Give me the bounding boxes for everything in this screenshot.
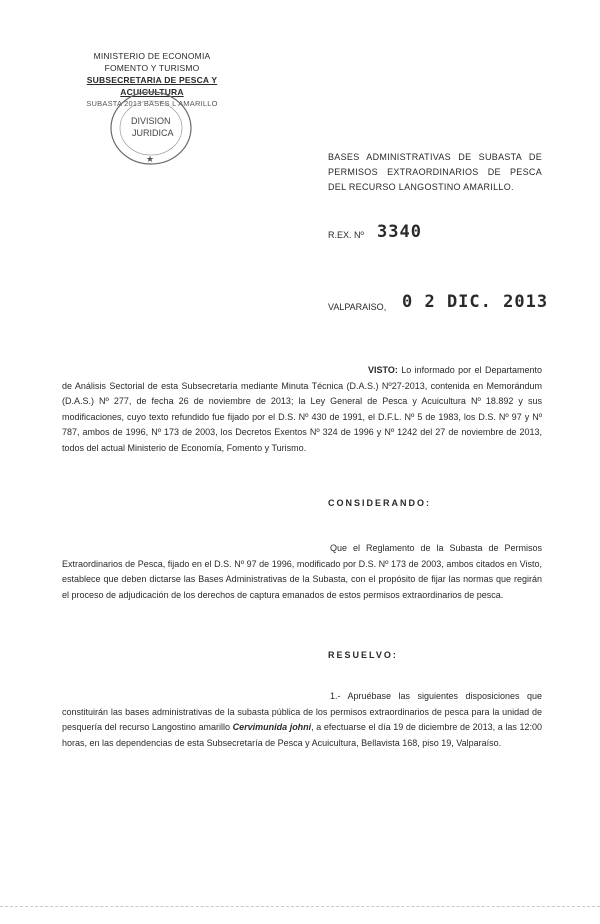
ministry-name: MINISTERIO DE ECONOMIA bbox=[93, 51, 211, 61]
resuelvo-text-b: , a efectuarse el día 19 de diciembre de 2013, a las 12:00 horas, en las dependencias de esta Subsecretaría de Pesca y Acuicultura, Bellavista 168, piso 19, Valparaíso. bbox=[62, 722, 542, 748]
stamp-line-1: DIVISION bbox=[131, 116, 171, 126]
division-juridica-stamp bbox=[106, 88, 196, 168]
considerando-heading: CONSIDERANDO: bbox=[328, 498, 432, 508]
visto-label: VISTO: bbox=[368, 365, 398, 375]
svg-text:★: ★ bbox=[146, 155, 155, 165]
visto-text: Lo informado por el Departamento de Análisis Sectorial de esta Subsecretaría mediante Minuta Técnica (D.A.S.) Nº27-2013, contenida en Memorándum (D.A.S.) Nº 277, de fecha 26 de noviembre de 2013; la Ley General de Pesca y Acuicultura Nº 18.892 y sus modificaciones, cuyo texto refundido fue fijado por el D.S. Nº 430 de 1991, el D.F.L. Nº 5 de 1983, los D.S. Nº 97 y Nº 787, ambos de 1996, Nº 173 de 2003, los Decretos Exentos Nº 324 de 1996 y Nº 1242 del 27 de noviembre de 2013, todos del actual Ministerio de Economía, Fomento y Turismo. bbox=[62, 365, 542, 453]
resolution-number: 3340 bbox=[377, 222, 422, 242]
resolution-label: R.EX. Nº bbox=[328, 230, 364, 240]
resuelvo-heading: RESUELVO: bbox=[328, 650, 398, 660]
document-date: 0 2 DIC. 2013 bbox=[402, 292, 549, 312]
resuelvo-text-a: 1.- Apruébase las siguientes disposiciones que constituirán las bases administrativas de la subasta pública de los permisos extraordinarios de pesca para la unidad de pesquería del recurso Langostino amarillo bbox=[62, 691, 542, 732]
file-reference: SUBASTA 2013 BASES L AMARILLO bbox=[86, 99, 218, 108]
resuelvo-paragraph bbox=[62, 689, 542, 751]
ministry-name-2: FOMENTO Y TURISMO bbox=[104, 63, 200, 73]
scan-edge-rule bbox=[0, 906, 600, 907]
subsecretary-name: SUBSECRETARIA DE PESCA Y ACUICULTURA bbox=[86, 75, 218, 97]
place-label: VALPARAISO, bbox=[328, 302, 387, 312]
document-title: BASES ADMINISTRATIVAS DE SUBASTA DE PERMISOS EXTRAORDINARIOS DE PESCA DEL RECURSO LANGOSTINO AMARILLO. bbox=[328, 152, 542, 192]
stamp-line-2: JURIDICA bbox=[132, 128, 174, 138]
visto-paragraph bbox=[62, 363, 542, 456]
considerando-paragraph: Que el Reglamento de la Subasta de Permisos Extraordinarios de Pesca, fijado en el D.S. Nº 97 de 1996, modificado por D.S. Nº 173 de 2003, ambos citados en Visto, establece que deben dictarse las Bases Administrativas de la Subasta, con el propósito de fijar las normas que regirán el proceso de adjudicación de los derechos de captura emanados de estos permisos extraordinarios de pesca. bbox=[62, 543, 542, 600]
species-name: Cervimunida johni bbox=[232, 722, 312, 732]
